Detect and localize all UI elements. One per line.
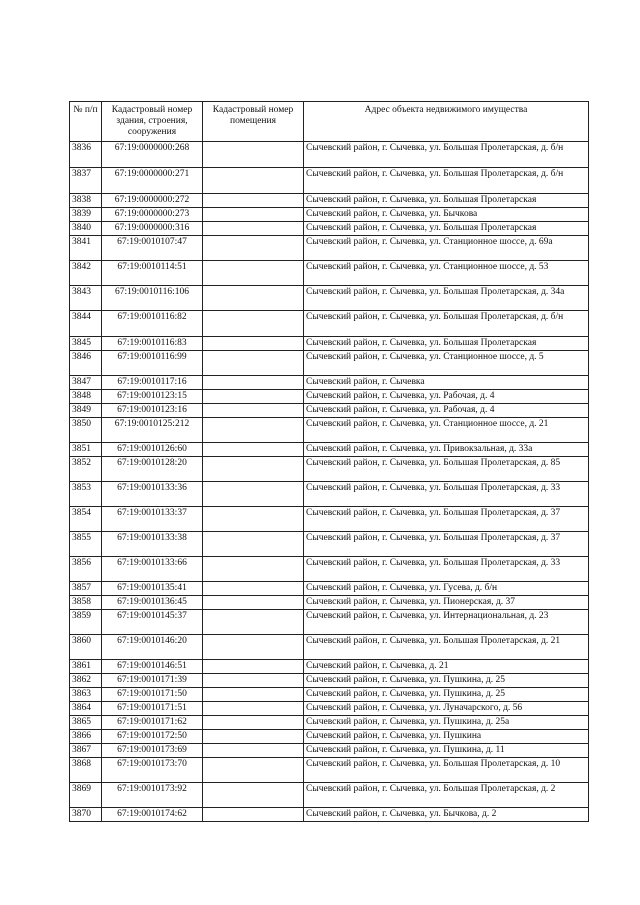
table-row xyxy=(70,286,589,311)
row-number: 3853 xyxy=(70,482,102,507)
table-row xyxy=(70,236,589,261)
cadastral-room-number xyxy=(203,390,304,404)
cadastral-room-number xyxy=(203,482,304,507)
cadastral-building-number: 67:19:0010135:41 xyxy=(102,582,203,596)
property-address: Сычевский район, г. Сычевка, ул. Большая Пролетарская, д. 37 xyxy=(304,507,589,532)
property-address: Сычевский район, г. Сычевка, ул. Большая Пролетарская, д. б/н xyxy=(304,142,589,168)
row-number: 3864 xyxy=(70,702,102,716)
row-number: 3844 xyxy=(70,311,102,337)
table-row xyxy=(70,702,589,716)
property-register-table xyxy=(69,101,589,822)
row-number: 3841 xyxy=(70,236,102,261)
row-number: 3852 xyxy=(70,457,102,482)
row-number: 3848 xyxy=(70,390,102,404)
property-address: Сычевский район, г. Сычевка, ул. Большая Пролетарская, д. 10 xyxy=(304,758,589,783)
row-number: 3858 xyxy=(70,596,102,610)
table-row xyxy=(70,311,589,337)
table-row xyxy=(70,674,589,688)
property-address: Сычевский район, г. Сычевка, ул. Большая Пролетарская, д. 33 xyxy=(304,557,589,582)
cadastral-room-number xyxy=(203,716,304,730)
header-cadastral-room: Кадастровый номер помещения xyxy=(203,102,304,142)
property-address: Сычевский район, г. Сычевка, ул. Большая Пролетарская, д. 2 xyxy=(304,783,589,808)
row-number: 3856 xyxy=(70,557,102,582)
table-row xyxy=(70,194,589,208)
property-address: Сычевский район, г. Сычевка, ул. Большая Пролетарская, д. 34а xyxy=(304,286,589,311)
table-row xyxy=(70,744,589,758)
cadastral-building-number: 67:19:0010136:45 xyxy=(102,596,203,610)
cadastral-room-number xyxy=(203,376,304,390)
property-address: Сычевский район, г. Сычевка, ул. Большая Пролетарская, д. 37 xyxy=(304,532,589,557)
row-number: 3865 xyxy=(70,716,102,730)
cadastral-room-number xyxy=(203,596,304,610)
cadastral-building-number: 67:19:0010125:212 xyxy=(102,418,203,443)
cadastral-room-number xyxy=(203,208,304,222)
table-row xyxy=(70,507,589,532)
property-address: Сычевский район, г. Сычевка, ул. Пушкина, д. 11 xyxy=(304,744,589,758)
row-number: 3851 xyxy=(70,443,102,457)
cadastral-building-number: 67:19:0010107:47 xyxy=(102,236,203,261)
row-number: 3866 xyxy=(70,730,102,744)
property-address: Сычевский район, г. Сычевка, ул. Бычкова, д. 2 xyxy=(304,808,589,822)
cadastral-room-number xyxy=(203,418,304,443)
row-number: 3847 xyxy=(70,376,102,390)
property-address: Сычевский район, г. Сычевка, ул. Привокзальная, д. 33а xyxy=(304,443,589,457)
header-number: № п/п xyxy=(70,102,102,142)
table-row xyxy=(70,582,589,596)
table-row xyxy=(70,660,589,674)
cadastral-building-number: 67:19:0010172:50 xyxy=(102,730,203,744)
property-address: Сычевский район, г. Сычевка, ул. Пушкина, д. 25 xyxy=(304,688,589,702)
table-row xyxy=(70,418,589,443)
row-number: 3846 xyxy=(70,351,102,376)
property-address: Сычевский район, г. Сычевка, ул. Рабочая, д. 4 xyxy=(304,404,589,418)
cadastral-building-number: 67:19:0010171:51 xyxy=(102,702,203,716)
property-address: Сычевский район, г. Сычевка, ул. Станционное шоссе, д. 21 xyxy=(304,418,589,443)
property-address: Сычевский район, г. Сычевка, ул. Большая Пролетарская xyxy=(304,194,589,208)
cadastral-building-number: 67:19:0010123:16 xyxy=(102,404,203,418)
cadastral-building-number: 67:19:0010173:70 xyxy=(102,758,203,783)
table-row xyxy=(70,404,589,418)
property-address: Сычевский район, г. Сычевка, ул. Большая Пролетарская, д. б/н xyxy=(304,311,589,337)
cadastral-room-number xyxy=(203,142,304,168)
cadastral-building-number: 67:19:0010171:39 xyxy=(102,674,203,688)
cadastral-building-number: 67:19:0010145:37 xyxy=(102,610,203,635)
cadastral-room-number xyxy=(203,808,304,822)
property-address: Сычевский район, г. Сычевка, ул. Бычкова xyxy=(304,208,589,222)
cadastral-room-number xyxy=(203,557,304,582)
row-number: 3836 xyxy=(70,142,102,168)
property-address: Сычевский район, г. Сычевка, ул. Пушкина, д. 25а xyxy=(304,716,589,730)
table-row xyxy=(70,758,589,783)
cadastral-room-number xyxy=(203,783,304,808)
row-number: 3859 xyxy=(70,610,102,635)
cadastral-building-number: 67:19:0010116:106 xyxy=(102,286,203,311)
row-number: 3870 xyxy=(70,808,102,822)
cadastral-building-number: 67:19:0010173:69 xyxy=(102,744,203,758)
cadastral-building-number: 67:19:0010133:38 xyxy=(102,532,203,557)
cadastral-room-number xyxy=(203,443,304,457)
cadastral-building-number: 67:19:0000000:272 xyxy=(102,194,203,208)
cadastral-building-number: 67:19:0010173:92 xyxy=(102,783,203,808)
cadastral-building-number: 67:19:0010116:83 xyxy=(102,337,203,351)
property-address: Сычевский район, г. Сычевка, ул. Пушкина xyxy=(304,730,589,744)
cadastral-room-number xyxy=(203,758,304,783)
row-number: 3837 xyxy=(70,168,102,194)
row-number: 3860 xyxy=(70,635,102,660)
cadastral-room-number xyxy=(203,610,304,635)
cadastral-room-number xyxy=(203,635,304,660)
property-address: Сычевский район, г. Сычевка xyxy=(304,376,589,390)
cadastral-building-number: 67:19:0010123:15 xyxy=(102,390,203,404)
table-row xyxy=(70,532,589,557)
property-address: Сычевский район, г. Сычевка, ул. Большая Пролетарская xyxy=(304,337,589,351)
cadastral-building-number: 67:19:0010114:51 xyxy=(102,261,203,286)
cadastral-room-number xyxy=(203,702,304,716)
cadastral-building-number: 67:19:0000000:273 xyxy=(102,208,203,222)
row-number: 3867 xyxy=(70,744,102,758)
cadastral-room-number xyxy=(203,168,304,194)
row-number: 3845 xyxy=(70,337,102,351)
cadastral-building-number: 67:19:0010171:50 xyxy=(102,688,203,702)
table-row xyxy=(70,337,589,351)
property-address: Сычевский район, г. Сычевка, ул. Рабочая, д. 4 xyxy=(304,390,589,404)
property-address: Сычевский район, г. Сычевка, ул. Пушкина, д. 25 xyxy=(304,674,589,688)
cadastral-room-number xyxy=(203,286,304,311)
cadastral-room-number xyxy=(203,457,304,482)
row-number: 3849 xyxy=(70,404,102,418)
row-number: 3855 xyxy=(70,532,102,557)
table-row xyxy=(70,783,589,808)
property-address: Сычевский район, г. Сычевка, ул. Большая Пролетарская, д. 21 xyxy=(304,635,589,660)
cadastral-building-number: 67:19:0010126:60 xyxy=(102,443,203,457)
header-cadastral-building: Кадастровый номер здания, строения, сооружения xyxy=(102,102,203,142)
table-row xyxy=(70,716,589,730)
property-address: Сычевский район, г. Сычевка, ул. Станционное шоссе, д. 53 xyxy=(304,261,589,286)
cadastral-building-number: 67:19:0010128:20 xyxy=(102,457,203,482)
table-row xyxy=(70,610,589,635)
cadastral-building-number: 67:19:0010146:51 xyxy=(102,660,203,674)
table-row xyxy=(70,376,589,390)
row-number: 3843 xyxy=(70,286,102,311)
cadastral-building-number: 67:19:0010171:62 xyxy=(102,716,203,730)
row-number: 3861 xyxy=(70,660,102,674)
cadastral-building-number: 67:19:0010133:37 xyxy=(102,507,203,532)
table-row xyxy=(70,808,589,822)
property-address: Сычевский район, г. Сычевка, ул. Станционное шоссе, д. 5 xyxy=(304,351,589,376)
table-header-row xyxy=(70,102,589,142)
property-address: Сычевский район, г. Сычевка, ул. Большая Пролетарская, д. б/н xyxy=(304,168,589,194)
cadastral-building-number: 67:19:0010133:66 xyxy=(102,557,203,582)
cadastral-room-number xyxy=(203,337,304,351)
row-number: 3854 xyxy=(70,507,102,532)
cadastral-room-number xyxy=(203,351,304,376)
cadastral-room-number xyxy=(203,532,304,557)
cadastral-room-number xyxy=(203,222,304,236)
property-address: Сычевский район, г. Сычевка, ул. Луначарского, д. 56 xyxy=(304,702,589,716)
property-address: Сычевский район, г. Сычевка, ул. Большая Пролетарская, д. 85 xyxy=(304,457,589,482)
row-number: 3863 xyxy=(70,688,102,702)
property-address: Сычевский район, г. Сычевка, ул. Большая Пролетарская, д. 33 xyxy=(304,482,589,507)
table-row xyxy=(70,482,589,507)
cadastral-room-number xyxy=(203,311,304,337)
table-row xyxy=(70,596,589,610)
cadastral-building-number: 67:19:0010116:99 xyxy=(102,351,203,376)
property-address: Сычевский район, г. Сычевка, д. 21 xyxy=(304,660,589,674)
cadastral-building-number: 67:19:0010116:82 xyxy=(102,311,203,337)
cadastral-building-number: 67:19:0010133:36 xyxy=(102,482,203,507)
property-address: Сычевский район, г. Сычевка, ул. Большая Пролетарская xyxy=(304,222,589,236)
table-row xyxy=(70,142,589,168)
property-address: Сычевский район, г. Сычевка, ул. Пионерская, д. 37 xyxy=(304,596,589,610)
cadastral-room-number xyxy=(203,688,304,702)
cadastral-room-number xyxy=(203,507,304,532)
cadastral-room-number xyxy=(203,730,304,744)
table-row xyxy=(70,688,589,702)
table-row xyxy=(70,730,589,744)
cadastral-room-number xyxy=(203,236,304,261)
cadastral-room-number xyxy=(203,194,304,208)
cadastral-building-number: 67:19:0010117:16 xyxy=(102,376,203,390)
cadastral-building-number: 67:19:0010174:62 xyxy=(102,808,203,822)
cadastral-room-number xyxy=(203,744,304,758)
row-number: 3838 xyxy=(70,194,102,208)
table-row xyxy=(70,351,589,376)
cadastral-room-number xyxy=(203,582,304,596)
table-row xyxy=(70,208,589,222)
property-address: Сычевский район, г. Сычевка, ул. Станционное шоссе, д. 69а xyxy=(304,236,589,261)
row-number: 3850 xyxy=(70,418,102,443)
table-row xyxy=(70,222,589,236)
row-number: 3862 xyxy=(70,674,102,688)
cadastral-room-number xyxy=(203,660,304,674)
table-row xyxy=(70,168,589,194)
cadastral-room-number xyxy=(203,404,304,418)
table-row xyxy=(70,390,589,404)
table-row xyxy=(70,457,589,482)
table-row xyxy=(70,635,589,660)
table-row xyxy=(70,261,589,286)
cadastral-room-number xyxy=(203,674,304,688)
row-number: 3869 xyxy=(70,783,102,808)
property-address: Сычевский район, г. Сычевка, ул. Интернациональная, д. 23 xyxy=(304,610,589,635)
header-address: Адрес объекта недвижимого имущества xyxy=(304,102,589,142)
table-row xyxy=(70,557,589,582)
cadastral-building-number: 67:19:0000000:271 xyxy=(102,168,203,194)
row-number: 3839 xyxy=(70,208,102,222)
property-address: Сычевский район, г. Сычевка, ул. Гусева, д. б/н xyxy=(304,582,589,596)
row-number: 3840 xyxy=(70,222,102,236)
table-row xyxy=(70,443,589,457)
row-number: 3857 xyxy=(70,582,102,596)
cadastral-room-number xyxy=(203,261,304,286)
table-body xyxy=(70,142,589,822)
row-number: 3842 xyxy=(70,261,102,286)
cadastral-building-number: 67:19:0000000:316 xyxy=(102,222,203,236)
row-number: 3868 xyxy=(70,758,102,783)
cadastral-building-number: 67:19:0010146:20 xyxy=(102,635,203,660)
cadastral-building-number: 67:19:0000000:268 xyxy=(102,142,203,168)
